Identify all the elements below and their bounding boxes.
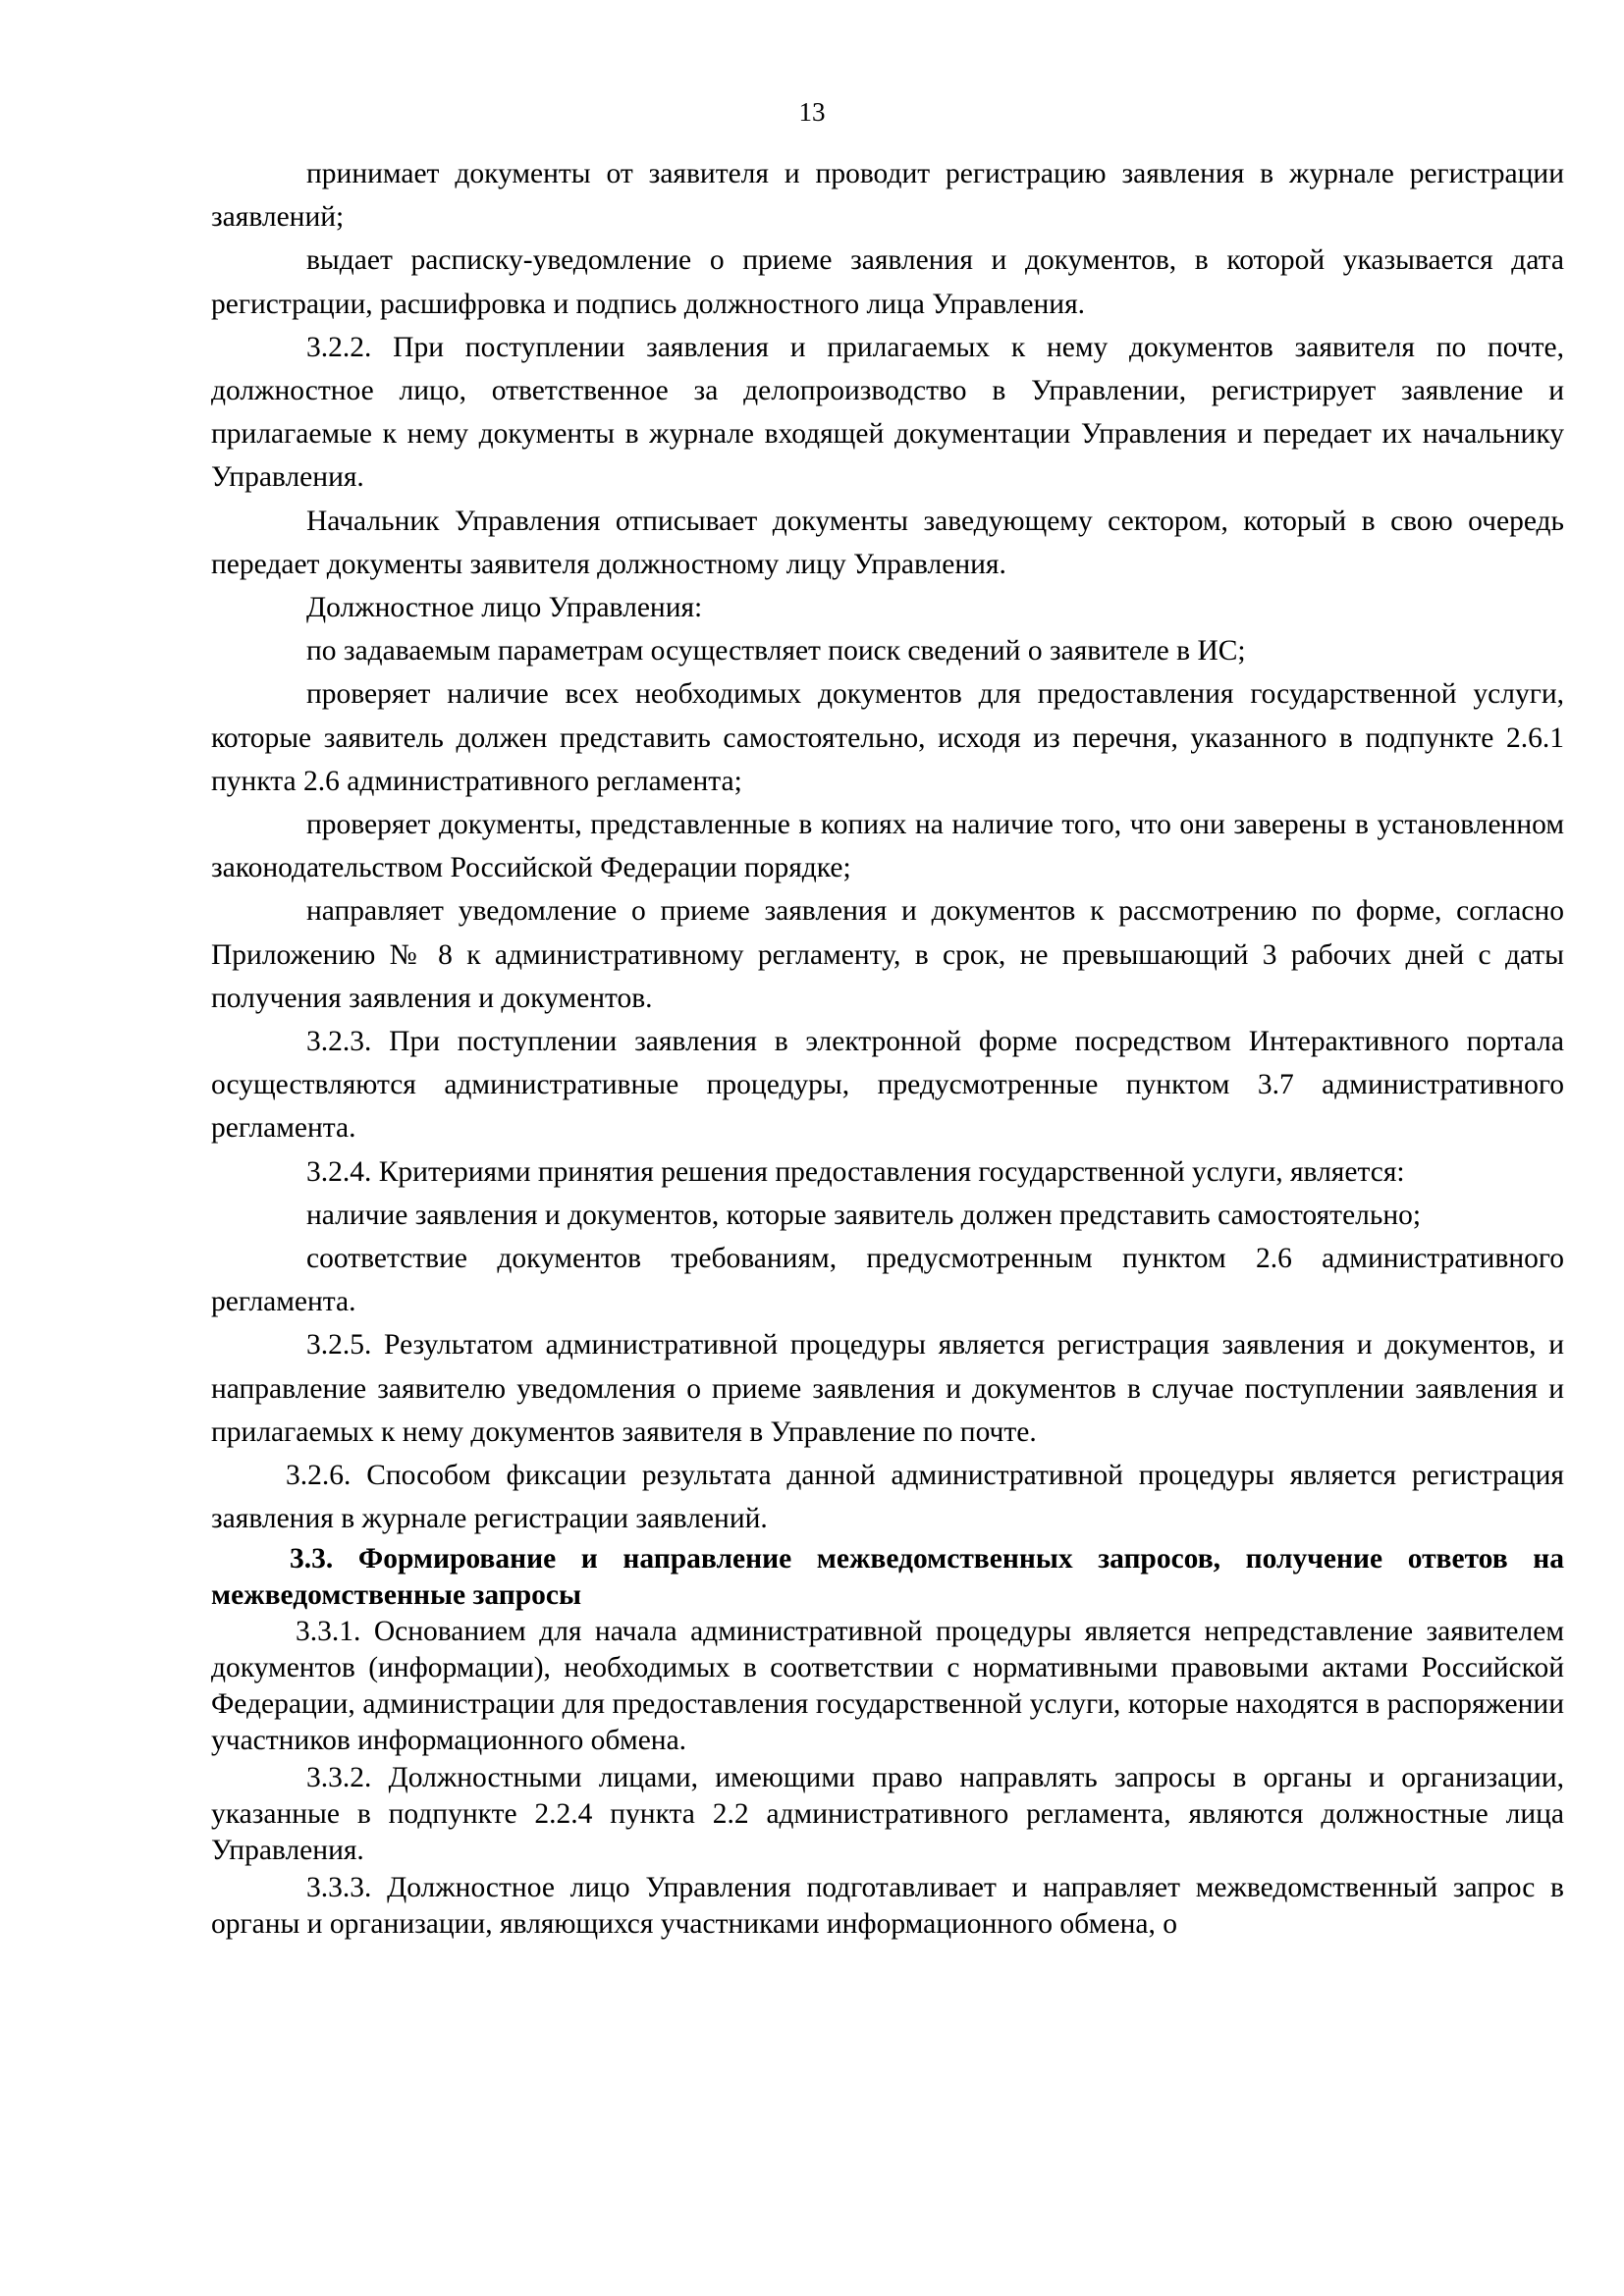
paragraph: соответствие документов требованиям, предусмотренным пунктом 2.6 административного регламента. bbox=[211, 1243, 1564, 1318]
paragraph-3-2-6: 3.2.6. Способом фиксации результата данной административной процедуры является регистрация заявления в журнале регистрации заявлений. bbox=[211, 1460, 1564, 1535]
paragraph-3-2-5: 3.2.5. Результатом административной процедуры является регистрация заявления и документов, и направление заявителю уведомления о приеме заявления и документов в случае поступлении заявления и прилагаемых к нему документов заявителя в Управление по почте. bbox=[211, 1329, 1564, 1448]
paragraph: выдает расписку-уведомление о приеме заявления и документов, в которой указывается дата регистрации, расшифровка и подпись должностного лица Управления. bbox=[211, 244, 1564, 320]
paragraph-3-3-1: 3.3.1. Основанием для начала административной процедуры является непредставление заявителем документов (информации), необходимых в соответствии с нормативными правовыми актами Российской Федерации, администрации для предоставления государственной услуги, которые находятся в распоряжении участников информационного обмена. bbox=[211, 1615, 1564, 1756]
paragraph-3-3-2: 3.3.2. Должностными лицами, имеющими право направлять запросы в органы и организации, указанные в подпункте 2.2.4 пункта 2.2 административного регламента, являются должностные лица Управления. bbox=[211, 1761, 1564, 1866]
paragraph: проверяет наличие всех необходимых документов для предоставления государственной услуги, которые заявитель должен представить самостоятельно, исходя из перечня, указанного в подпункте 2.6.1 пункта 2.6 административного регламента; bbox=[211, 678, 1564, 797]
page-number: 13 bbox=[798, 97, 826, 127]
paragraph-3-2-2: 3.2.2. При поступлении заявления и прилагаемых к нему документов заявителя по почте, должностное лицо, ответственное за делопроизводство в Управлении, регистрирует заявление и прилагаемые к нему документы в журнале входящей документации Управления и передает их начальнику Управления. bbox=[211, 331, 1564, 494]
paragraph: направляет уведомление о приеме заявления и документов к рассмотрению по форме, согласно Приложению № 8 к административному регламенту, в срок, не превышающий 3 рабочих дней с даты получения заявления и документов. bbox=[211, 895, 1564, 1014]
paragraph-3-2-4: 3.2.4. Критериями принятия решения предоставления государственной услуги, является: bbox=[306, 1155, 1405, 1188]
document-body bbox=[211, 152, 1564, 1943]
section-heading-3-3: 3.3. Формирование и направление межведомственных запросов, получение ответов на межведомственные запросы bbox=[211, 1542, 1564, 1611]
paragraph: наличие заявления и документов, которые заявитель должен представить самостоятельно; bbox=[306, 1199, 1422, 1231]
paragraph: по задаваемым параметрам осуществляет поиск сведений о заявителе в ИС; bbox=[306, 635, 1246, 667]
paragraph-3-3-3: 3.3.3. Должностное лицо Управления подготавливает и направляет межведомственный запрос в органы и организации, являющихся участниками информационного обмена, о bbox=[211, 1871, 1564, 1940]
paragraph: проверяет документы, представленные в копиях на наличие того, что они заверены в установленном законодательством Российской Федерации порядке; bbox=[211, 809, 1564, 884]
paragraph: Начальник Управления отписывает документы заведующему сектором, который в свою очередь передает документы заявителя должностному лицу Управления. bbox=[211, 505, 1564, 580]
paragraph: принимает документы от заявителя и проводит регистрацию заявления в журнале регистрации заявлений; bbox=[211, 158, 1564, 234]
paragraph-3-2-3: 3.2.3. При поступлении заявления в электронной форме посредством Интерактивного портала осуществляются административные процедуры, предусмотренные пунктом 3.7 административного регламента. bbox=[211, 1026, 1564, 1145]
paragraph: Должностное лицо Управления: bbox=[306, 592, 703, 624]
